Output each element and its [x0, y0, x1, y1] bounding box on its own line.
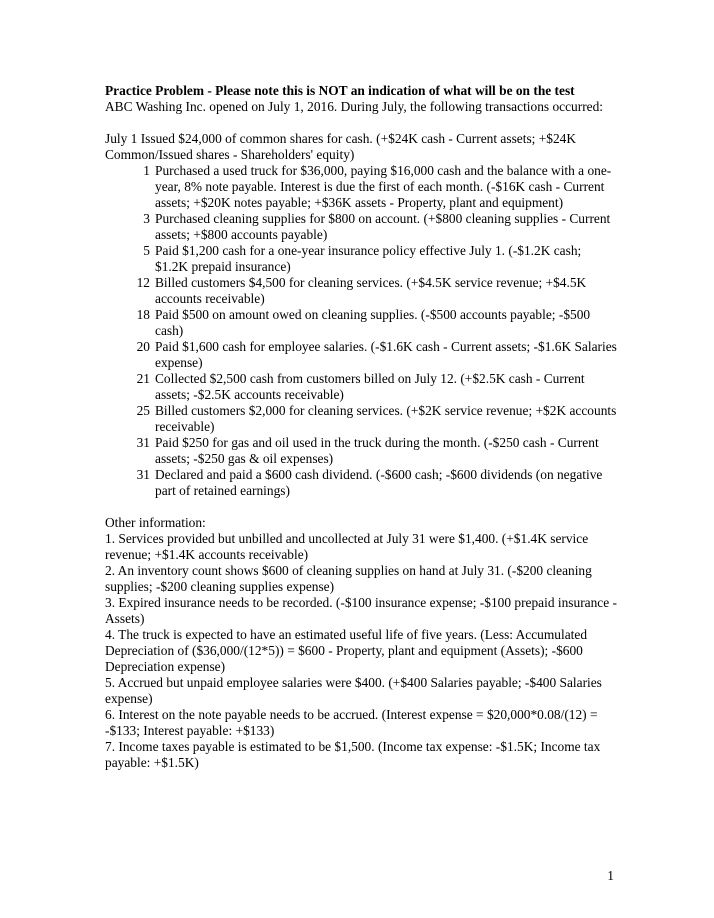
- transaction-row: [105, 275, 617, 307]
- spacer: [105, 115, 617, 131]
- other-info-item: 6. Interest on the note payable needs to be accrued. (Interest expense = $20,000*0.08/(12) = -$133; Interest payable: +$133): [105, 707, 598, 738]
- transaction-text: Purchased a used truck for $36,000, paying $16,000 cash and the balance with a one-year, 8% note payable. Interest is due the first of each month. (-$16K cash - Current assets; +$20K notes payable; +$36K assets - Property, plant and equipment): [155, 163, 612, 210]
- transaction-row: [105, 435, 617, 467]
- transaction-text: Declared and paid a $600 cash dividend. (-$600 cash; -$600 dividends (on negative part of retained earnings): [155, 467, 603, 498]
- transaction-text: Purchased cleaning supplies for $800 on account. (+$800 cleaning supplies - Current assets; +$800 accounts payable): [155, 211, 611, 242]
- transaction-text: Paid $500 on amount owed on cleaning supplies. (-$500 accounts payable; -$500 cash): [155, 307, 591, 338]
- transaction-row: [105, 371, 617, 403]
- transaction-text: Paid $1,200 cash for a one-year insurance policy effective July 1. (-$1.2K cash; $1.2K prepaid insurance): [155, 243, 582, 274]
- spacer: [105, 499, 617, 515]
- page-number: 1: [607, 868, 614, 883]
- other-info-item: 3. Expired insurance needs to be recorded. (-$100 insurance expense; -$100 prepaid insurance - Assets): [105, 595, 617, 626]
- other-info-item: 4. The truck is expected to have an estimated useful life of five years. (Less: Accumulated Depreciation of ($36,000/(12*5)) = $600 - Property, plant and equipment (Assets); -$600 Depreciation expense): [105, 627, 588, 674]
- other-info-list: [105, 531, 617, 771]
- intro-paragraph: ABC Washing Inc. opened on July 1, 2016. During July, the following transactions occurred:: [105, 99, 604, 114]
- document-page: [105, 83, 617, 771]
- first-transaction: July 1 Issued $24,000 of common shares for cash. (+$24K cash - Current assets; +$24K Common/Issued shares - Shareholders' equity): [105, 131, 577, 162]
- other-info-item: 1. Services provided but unbilled and uncollected at July 31 were $1,400. (+$1.4K service revenue; +$1.4K accounts receivable): [105, 531, 589, 562]
- transaction-list: [105, 163, 617, 499]
- transaction-row: [105, 243, 617, 275]
- transaction-day: 31: [136, 435, 150, 450]
- transaction-text: Paid $250 for gas and oil used in the truck during the month. (-$250 cash - Current assets; -$250 gas & oil expenses): [155, 435, 599, 466]
- transaction-text: Paid $1,600 cash for employee salaries. (-$1.6K cash - Current assets; -$1.6K Salaries expense): [155, 339, 617, 370]
- transaction-row: [105, 467, 617, 499]
- transaction-day: 25: [136, 403, 150, 418]
- transaction-text: Billed customers $4,500 for cleaning services. (+$4.5K service revenue; +$4.5K accounts receivable): [155, 275, 587, 306]
- transaction-day: 1: [143, 163, 150, 178]
- other-info-item: 7. Income taxes payable is estimated to be $1,500. (Income tax expense: -$1.5K; Income tax payable: +$1.5K): [105, 739, 601, 770]
- transaction-day: 12: [136, 275, 150, 290]
- transaction-row: [105, 307, 617, 339]
- transaction-day: 3: [143, 211, 150, 226]
- transaction-text: Collected $2,500 cash from customers billed on July 12. (+$2.5K cash - Current assets; -$2.5K accounts receivable): [155, 371, 585, 402]
- transaction-row: [105, 403, 617, 435]
- transaction-row: [105, 339, 617, 371]
- transaction-row: [105, 163, 617, 211]
- other-info-item: 2. An inventory count shows $600 of cleaning supplies on hand at July 31. (-$200 cleaning supplies; -$200 cleaning supplies expense): [105, 563, 592, 594]
- transaction-day: 20: [136, 339, 150, 354]
- transaction-day: 21: [136, 371, 150, 386]
- transaction-row: [105, 211, 617, 243]
- transaction-day: 31: [136, 467, 150, 482]
- other-info-heading: Other information:: [105, 515, 206, 530]
- transaction-text: Billed customers $2,000 for cleaning services. (+$2K service revenue; +$2K accounts receivable): [155, 403, 617, 434]
- other-info-item: 5. Accrued but unpaid employee salaries were $400. (+$400 Salaries payable; -$400 Salaries expense): [105, 675, 602, 706]
- transaction-day: 5: [143, 243, 150, 258]
- transaction-day: 18: [136, 307, 150, 322]
- document-title: Practice Problem - Please note this is NOT an indication of what will be on the test: [105, 83, 575, 98]
